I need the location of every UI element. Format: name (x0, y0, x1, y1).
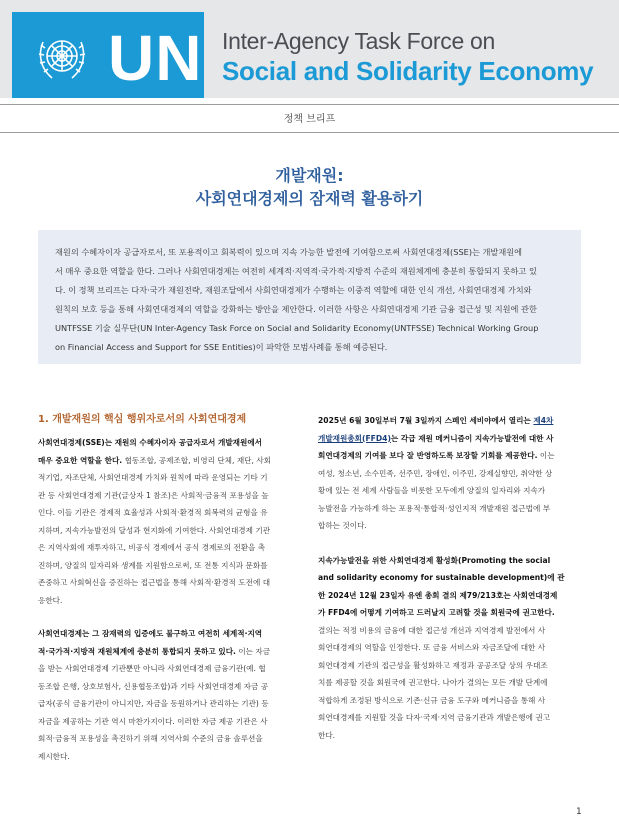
text-line: 2025년 6월 30일부터 7월 3일까지 스페인 세비야에서 열리는 제4차 (318, 416, 554, 425)
abstract-line: 서 매우 중요한 역할을 한다. 그러나 사회연대경제는 여전히 세계적·지역적·국가적·지방적 수준의 재원체계에 충분히 통합되지 못하고 있 (55, 266, 537, 276)
text-line: 회연대경제의 역할을 인정한다. 또 금융 서비스와 자금조달에 대한 사 (318, 643, 546, 652)
right-column (318, 412, 581, 744)
section-heading: 1. 개발재원의 핵심 행위자로서의 사회연대경제 (38, 414, 247, 425)
taskforce-title-line1: Inter-Agency Task Force on (222, 28, 496, 54)
text-line: 관 등 사회연대경제 기관(글상자 1 참조)은 사회적·금융적 포용성을 높 (38, 490, 269, 500)
text-line: 급자(공식 금융기관이 아니지만, 자금을 동원하거나 관리하는 기관) 등 (38, 699, 269, 708)
document-title-line2: 사회연대경제의 잠재력 활용하기 (195, 189, 424, 208)
right-paragraph-1 (318, 412, 581, 535)
text-line: 치를 제공할 것을 회원국에 권고한다. 나아가 결의는 모든 개발 단계에 (318, 678, 548, 687)
text-line: 회연대경제를 지원할 것을 다자·국제·지역 금융기관과 개발은행에 권고 (318, 713, 551, 722)
text-line: 회연대경제 기관의 접근성을 활성화하고 재정과 공공조달 상의 우대조 (318, 660, 548, 670)
abstract-line: 재원의 수혜자이자 공급자로서, 또 포용적이고 회복력이 있으며 지속 가능한 발전에 기여함으로써 사회연대경제(SSE)는 개발재원에 (55, 247, 523, 257)
text-line: 사회연대경제는 그 잠재력의 입증에도 불구하고 여전히 세계적·지역 (38, 629, 263, 638)
abstract-line: 다. 이 정책 브리프는 다자·국가 재원전략, 재원조달에서 사회연대경제가 수행하는 이중적 역할에 대한 인식 개선, 사회연대경제 가치와 (55, 285, 532, 295)
text-line: 제시한다. (38, 751, 70, 761)
text-line: 능발전을 가능하게 하는 포용적·통합적·성인지적 개발재원 접근법에 부 (318, 503, 551, 513)
right-paragraph-2 (318, 552, 581, 745)
text-line: 적기업, 자조단체, 사회연대경제 가치와 원칙에 따라 운영되는 기타 기 (38, 473, 268, 482)
ffd4-link[interactable]: 개발재원총회(FFD4) (318, 433, 391, 443)
abstract-line: UNTFSSE 기술 실무단(UN Inter-Agency Task Force on Social and Solidarity Economy(UNTFSSE) Technical Working Group (55, 323, 539, 333)
text-line: 응한다. (38, 595, 63, 605)
text-line: 을 받는 사회연대경제 기관뿐만 아니라 사회연대경제 금융기관(예. 협 (38, 664, 266, 673)
text-line: 동조합 은행, 상호보험사, 신용협동조합)과 기타 사회연대경제 자금 공 (38, 681, 269, 691)
text-line: 적합하게 조정된 방식으로 기존·신규 금융 도구와 메커니즘을 통해 사 (318, 695, 546, 705)
abstract-line: 원칙의 보호 등을 통해 사회연대경제의 역할을 강화하는 방안을 제안한다. 이러한 사항은 사회연대경제 기관 금융 접근성 및 지원에 관한 (55, 304, 537, 314)
taskforce-title-line2: Social and Solidarity Economy (222, 56, 594, 86)
document-type-label: 정책 브리프 (283, 114, 336, 125)
text-line: 한다. (318, 730, 336, 740)
left-paragraph-1 (38, 434, 300, 609)
text-line: 지하며, 지속가능발전의 달성과 현지화에 기여한다. 사회연대경제 기관 (38, 525, 271, 535)
text-line: 회적·금융적 포용성을 촉진하기 위해 지역사회 수준의 금융 솔루션을 (38, 734, 263, 743)
text-line: 회연대경제의 기여를 보다 잘 반영하도록 보장할 기회를 제공한다. 이는 (318, 451, 555, 460)
text-line: 한 2024년 12월 23일자 유엔 총회 결의 제79/213호는 사회연대경제 (318, 590, 558, 600)
text-line: 황에 있는 전 세계 사람들을 비롯한 모두에게 양질의 일자리와 지속가 (318, 486, 546, 495)
text-line: 매우 중요한 역할을 한다. 협동조합, 공제조합, 비영리 단체, 재단, 사회 (38, 455, 272, 465)
text-line: 개발재원총회(FFD4)는 각급 재원 메커니즘이 지속가능발전에 대한 사 (318, 433, 554, 443)
document-title-line1: 개발재원: (275, 166, 344, 185)
divider-bottom (0, 132, 619, 133)
un-logo-text: UN (108, 22, 203, 94)
text-line: and solidarity economy for sustainable development)에 관 (318, 573, 565, 582)
abstract-box (38, 230, 581, 364)
text-line: 사회연대경제(SSE)는 재원의 수혜자이자 공급자로서 개발재원에서 (38, 438, 263, 447)
ffd4-link[interactable]: 제4차 (533, 416, 554, 425)
text-line: 인다. 이들 기관은 경제적 효율성과 사회적·환경적 회복력의 균형을 유 (38, 508, 268, 517)
text-line: 진하며, 양질의 일자리와 생계를 지원함으로써, 또 전통 지식과 문화를 (38, 560, 268, 570)
un-logo-box (12, 12, 204, 98)
text-line: 가 FFD4에 어떻게 기여하고 드러날지 고려할 것을 회원국에 권고한다. (318, 608, 555, 617)
text-line: 적·국가적·지방적 재원체계에 충분히 통합되지 못하고 있다. 이는 자금 (38, 646, 271, 656)
abstract-line: on Financial Access and Support for SSE Entities)이 파악한 모범사례를 통해 예증된다. (55, 342, 388, 352)
header-band (0, 0, 619, 98)
text-line: 여성, 청소년, 소수민족, 선주민, 장애인, 이주민, 강제실향민, 취약한 상 (318, 468, 553, 478)
page-number: 1 (576, 807, 582, 817)
text-line: 합하는 것이다. (318, 521, 367, 530)
text-line: 결의는 적정 비용의 금융에 대한 접근성 개선과 지역경제 발전에서 사 (318, 625, 546, 635)
text-line: 존중하고 사회혁신을 증진하는 접근법을 통해 사회적·환경적 도전에 대 (38, 578, 271, 587)
text-line: 자금을 제공하는 기관 역시 마찬가지이다. 이러한 자금 제공 기관은 사 (38, 716, 268, 726)
divider-top (0, 104, 619, 105)
text-line: 지속가능발전을 위한 사회연대경제 활성화(Promoting the social (318, 555, 551, 565)
text-line: 은 지역사회에 재투자하고, 비공식 경제에서 공식 경제로의 전환을 촉 (38, 543, 266, 552)
left-paragraph-2 (38, 625, 300, 765)
left-column (38, 412, 300, 765)
un-emblem-icon (34, 30, 90, 86)
